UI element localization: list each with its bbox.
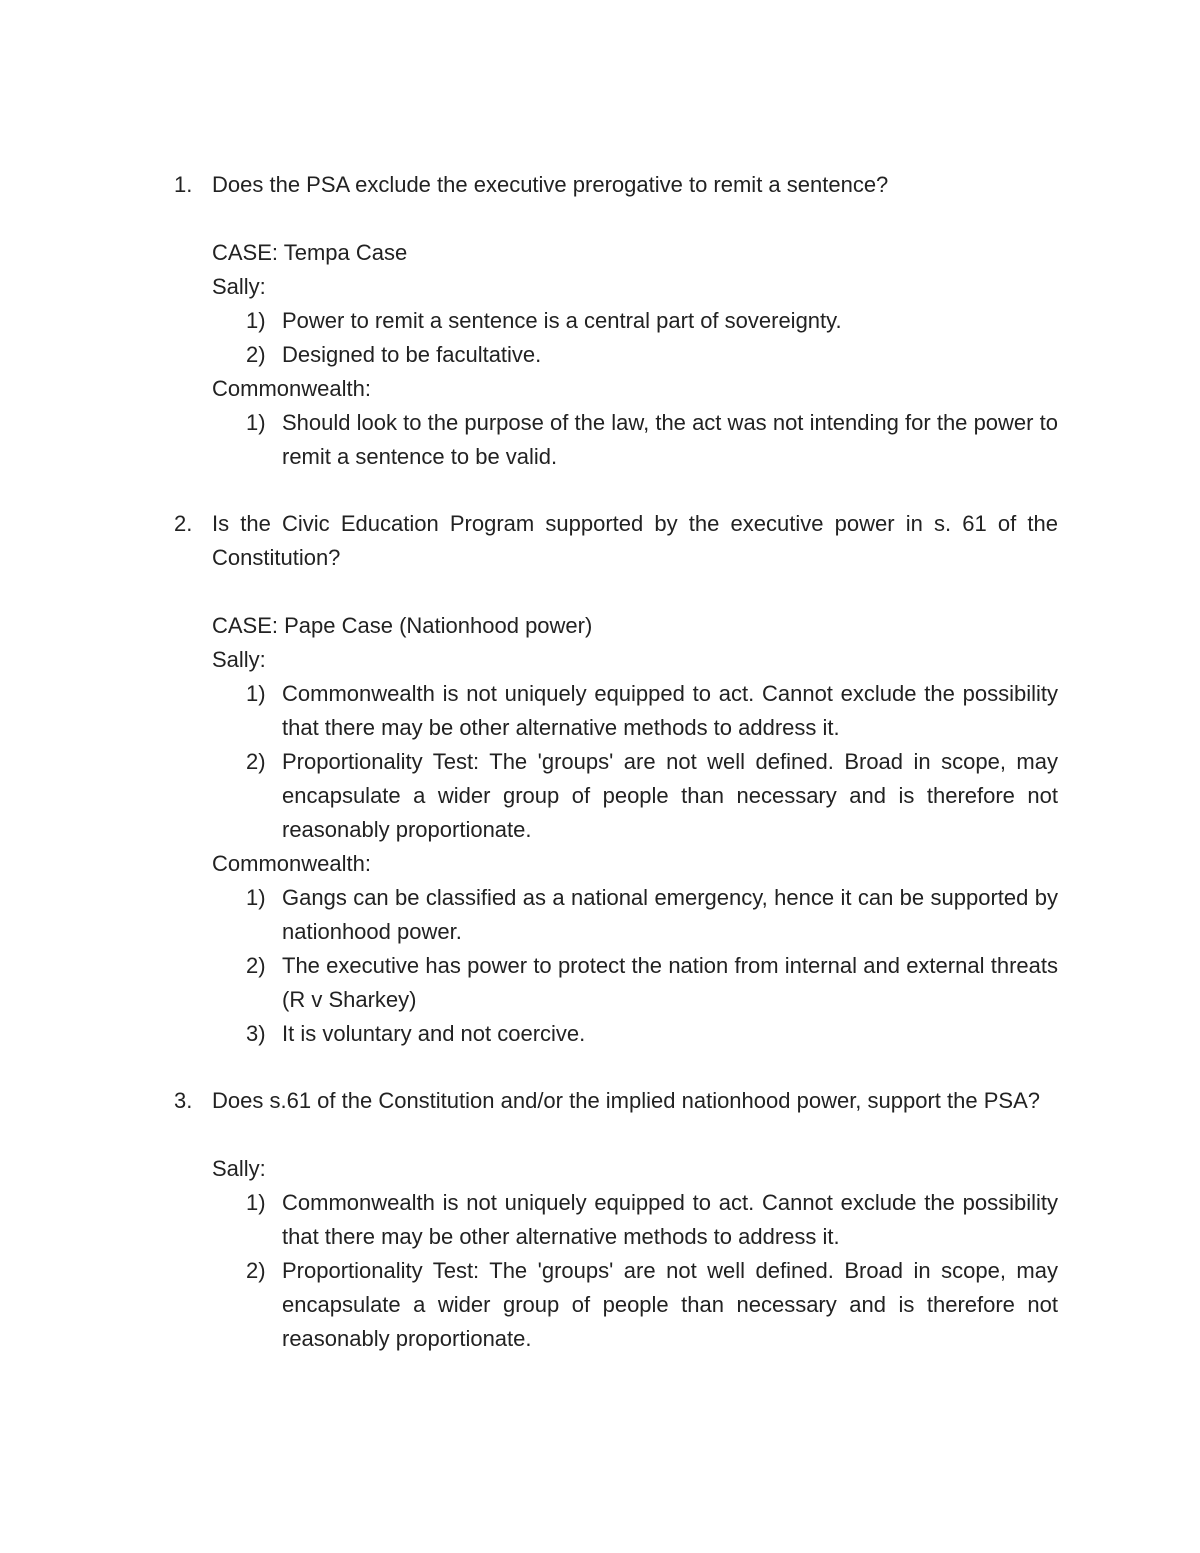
item-number: 2)	[246, 953, 266, 978]
list-item	[212, 881, 1058, 949]
commonwealth-label: Commonwealth:	[212, 851, 371, 876]
item-number: 1)	[246, 410, 266, 435]
sally-label: Sally:	[212, 1156, 266, 1181]
list-item	[212, 304, 1058, 338]
item-text: Gangs can be classified as a national emergency, hence it can be supported by nationhood power.	[282, 885, 1058, 944]
item-number: 1)	[246, 308, 266, 333]
item-number: 1)	[246, 681, 266, 706]
case-label: CASE: Pape Case (Nationhood power)	[212, 613, 593, 638]
list-item	[212, 406, 1058, 474]
list-item	[212, 949, 1058, 1017]
question-number: 3.	[174, 1088, 193, 1113]
question-text: Is the Civic Education Program supported by the executive power in s. 61 of the Constitution?	[212, 511, 1058, 570]
sally-label: Sally:	[212, 647, 266, 672]
sally-label: Sally:	[212, 274, 266, 299]
commonwealth-label: Commonwealth:	[212, 376, 371, 401]
list-item	[212, 745, 1058, 847]
item-number: 2)	[246, 342, 266, 367]
item-text: Commonwealth is not uniquely equipped to act. Cannot exclude the possibility that there may be other alternative methods to address it.	[282, 1190, 1058, 1249]
question-3	[174, 1084, 1058, 1356]
item-number: 3)	[246, 1021, 266, 1046]
list-item	[212, 1017, 1058, 1051]
question-1	[174, 168, 1058, 474]
item-number: 1)	[246, 885, 266, 910]
question-number: 1.	[174, 172, 193, 197]
item-text: Proportionality Test: The 'groups' are not well defined. Broad in scope, may encapsulate a wider group of people than necessary and is therefore not reasonably proportionate.	[282, 749, 1058, 842]
item-text: Power to remit a sentence is a central part of sovereignty.	[282, 308, 842, 333]
list-item	[212, 677, 1058, 745]
item-text: Commonwealth is not uniquely equipped to act. Cannot exclude the possibility that there may be other alternative methods to address it.	[282, 681, 1058, 740]
question-2	[174, 507, 1058, 1051]
item-number: 2)	[246, 1258, 266, 1283]
item-text: Proportionality Test: The 'groups' are not well defined. Broad in scope, may encapsulate a wider group of people than necessary and is therefore not reasonably proportionate.	[282, 1258, 1058, 1351]
question-text: Does the PSA exclude the executive prerogative to remit a sentence?	[212, 172, 889, 197]
list-item	[212, 1254, 1058, 1356]
case-label: CASE: Tempa Case	[212, 240, 408, 265]
item-text: It is voluntary and not coercive.	[282, 1021, 586, 1046]
item-text: Should look to the purpose of the law, the act was not intending for the power to remit a sentence to be valid.	[282, 410, 1058, 469]
question-text: Does s.61 of the Constitution and/or the implied nationhood power, support the PSA?	[212, 1088, 1040, 1113]
list-item	[212, 338, 1058, 372]
item-number: 2)	[246, 749, 266, 774]
item-number: 1)	[246, 1190, 266, 1215]
question-number: 2.	[174, 511, 193, 536]
list-item	[212, 1186, 1058, 1254]
item-text: Designed to be facultative.	[282, 342, 542, 367]
item-text: The executive has power to protect the nation from internal and external threats (R v Sharkey)	[282, 953, 1058, 1012]
